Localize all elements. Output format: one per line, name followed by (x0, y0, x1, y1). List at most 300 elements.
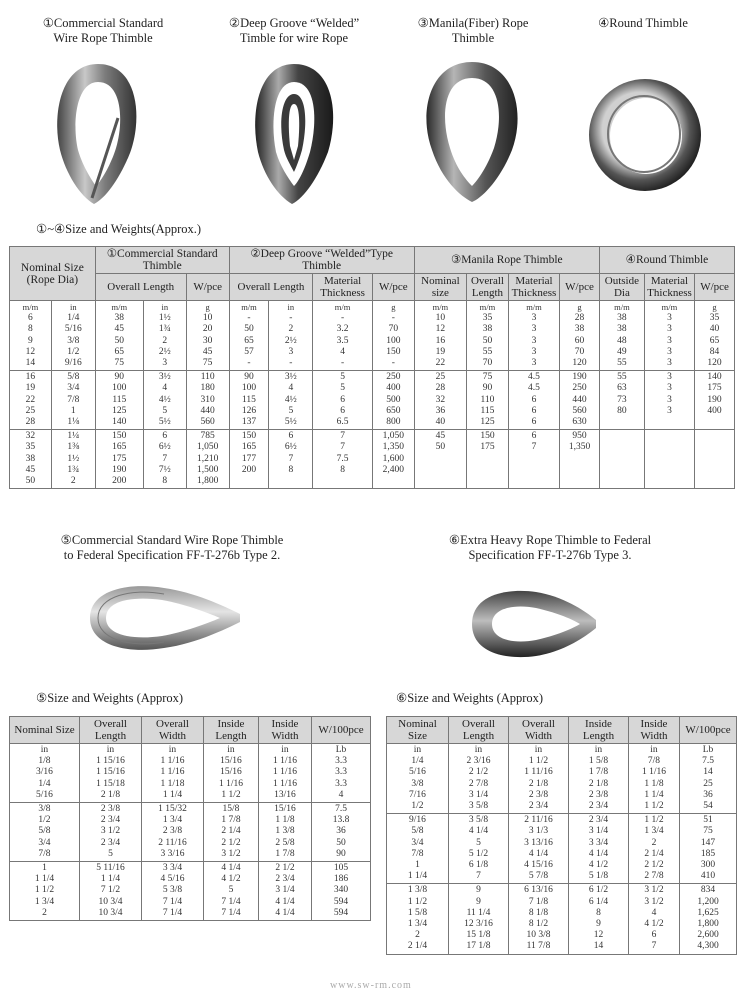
table1-cell-c1-w (186, 301, 229, 371)
table6-value: 2 7/8 (468, 778, 489, 789)
table1-cell-c3-size (414, 301, 466, 371)
table6-cell (509, 744, 569, 814)
deep-groove-thimble-image (248, 60, 340, 208)
table1-value: 177 (241, 453, 257, 464)
table5-value: 4 1/4 (275, 896, 295, 907)
table1-value: 6 (340, 394, 345, 405)
table5-cell (80, 744, 142, 803)
table1-value (646, 442, 693, 453)
table1-value: 10 (435, 313, 446, 324)
table6-value: 4 15/16 (524, 860, 553, 871)
table5-value: 2 (42, 907, 47, 918)
table1-value: 10 (202, 313, 213, 324)
table1-value: 7 (162, 453, 168, 464)
table6-value: 147 (700, 837, 716, 848)
table1-value: 560 (572, 405, 587, 416)
table1-value (696, 417, 733, 428)
table1-value: 4.5 (528, 383, 540, 394)
table1-value: 75 (482, 372, 493, 383)
table6-value: 51 (703, 815, 713, 826)
table1-value: 6 (531, 417, 537, 428)
table1-value (468, 476, 507, 487)
unit-label: m/m (334, 302, 351, 312)
table6-value: 7/16 (409, 789, 426, 800)
table1-value: 8 (340, 464, 345, 475)
table6-cell (387, 884, 449, 954)
table1-cell-c4-dia (599, 371, 644, 430)
table1-value: 180 (200, 383, 215, 394)
table1-value: 115 (480, 405, 495, 416)
table1-value: 310 (200, 394, 215, 405)
table1-value: 400 (386, 383, 401, 394)
table6-value: 5 1/8 (588, 871, 609, 882)
product-title-line: Timble for wire Rope (239, 31, 349, 45)
product-title-line: Thimble (451, 31, 495, 45)
table1-value: 84 (709, 346, 720, 357)
table1-value: 28 (574, 313, 585, 324)
table1-value: 5½ (284, 417, 297, 428)
table6-value: 2,600 (697, 930, 719, 941)
table5-value: 7 1/4 (162, 896, 183, 907)
unit-label: in (281, 745, 289, 755)
table1-value: 1⅜ (67, 442, 80, 453)
table6-value: 410 (700, 871, 716, 882)
table5-value: 3/4 (38, 837, 51, 848)
unit-label: g (205, 302, 210, 312)
unit-label: in (650, 745, 658, 755)
table6-value: 11 7/8 (526, 941, 551, 952)
table1-value (468, 454, 507, 465)
table1-value: 6 (531, 394, 537, 405)
table6-value: 8 1/8 (528, 907, 549, 918)
table6-cell (387, 744, 449, 814)
table1-row-group (10, 301, 735, 371)
table5-cell (10, 803, 80, 862)
table1-value: 45 (435, 431, 446, 442)
table1-value: 3 (162, 358, 168, 369)
g4-thickness-header: Material Thickness (644, 274, 694, 301)
table1-value: 7 (340, 431, 345, 442)
table1-value (510, 454, 558, 465)
table6-value: 3 1/3 (528, 826, 549, 837)
table1-cell-c2-th (313, 430, 373, 489)
product-title-line: ⑥Extra Heavy Rope Thimble to Federal (448, 533, 652, 547)
table1-value: 55 (617, 372, 627, 383)
round-thimble-image (586, 76, 704, 194)
table1-cell-mm (10, 430, 52, 489)
table6-value: 1 7/8 (588, 767, 609, 778)
table1-value: 45 (25, 464, 36, 475)
table5-cell (312, 744, 371, 803)
table5-value: 1 15/16 (96, 767, 125, 778)
table5-value: 3.3 (335, 756, 347, 767)
table5-value: 1 (42, 863, 47, 874)
table5-value: 13.8 (332, 815, 350, 826)
table6-value: 2 3/4 (588, 801, 609, 812)
table6-value: 9 (596, 919, 601, 930)
table5-value: 1/2 (38, 815, 51, 826)
table6-cell (629, 884, 680, 954)
unit-label: g (712, 302, 717, 312)
unit-label: in (594, 745, 603, 755)
table5-value: 2 3/4 (100, 837, 121, 848)
table5-value: 1 3/4 (34, 896, 55, 907)
table1-value: 2 (288, 324, 294, 335)
table1-cell-c3-w (560, 301, 600, 371)
table5-value: 1 1/4 (100, 874, 121, 885)
table1-value: 4½ (158, 394, 171, 405)
table5-value: 5/8 (38, 826, 51, 837)
table6-value: 300 (700, 860, 716, 871)
table6-value: 1 1/2 (644, 801, 664, 812)
g4-outside-dia-header: Outside Dia (599, 274, 644, 301)
table1-value: 165 (241, 442, 257, 453)
table6-value: 5/16 (409, 767, 426, 778)
product-title-line: Specification FF-T-276b Type 3. (468, 548, 632, 562)
table5-value: 1 7/8 (275, 848, 295, 859)
table5-value: 15/16 (220, 767, 242, 778)
table5-row-group (10, 862, 371, 921)
table1-value: 35 (482, 313, 493, 324)
table1-cell-c1-len-in (143, 301, 186, 371)
unit-label: in (287, 302, 295, 312)
table5-value: 1 15/18 (96, 778, 125, 789)
table1-value: 3 (531, 346, 537, 357)
table6-value: 1/4 (411, 756, 424, 767)
table5-cell (80, 862, 142, 921)
table1-value (416, 454, 465, 465)
table1-value: 65 (114, 346, 125, 357)
table1-value: 38 (482, 324, 493, 335)
table6-value: 3/4 (411, 837, 424, 848)
table6-value: 2 1/8 (528, 778, 549, 789)
table1-value: 28 (25, 417, 36, 428)
unit-label: in (168, 745, 177, 755)
table1-value: 70 (482, 358, 493, 369)
table6-value: 6 13/16 (524, 885, 553, 896)
table6-value: 1/2 (411, 801, 424, 812)
table1-value: 3.5 (336, 335, 349, 346)
table1-cell-c2-w (372, 301, 414, 371)
unit-label: m/m (479, 302, 496, 312)
table1-value: 165 (112, 442, 127, 453)
table6-value: 2 3/4 (588, 815, 609, 826)
table1-value: 1,800 (196, 476, 219, 487)
table1-cell-in (51, 371, 95, 430)
table1-value: 28 (435, 383, 446, 394)
table1-value: 5 (340, 372, 345, 383)
table1-cell-c3-len (467, 430, 509, 489)
table1-cell-c2-len-in (269, 301, 313, 371)
table1-value: 35 (25, 442, 36, 453)
table6-value: 4 1/2 (644, 919, 664, 930)
table1-value (374, 476, 413, 487)
table6-header-0: Nominal Size (387, 717, 449, 744)
table1-value: 3 (667, 383, 672, 394)
table1-cell-c3-size (414, 430, 466, 489)
table6-value: 4 1/2 (588, 860, 609, 871)
table5-cell (259, 744, 312, 803)
product-1-title (28, 16, 178, 46)
g1-overall-length-header: Overall Length (95, 274, 186, 301)
table1-value: 1¼ (67, 431, 80, 442)
table6-cell (569, 814, 629, 884)
table5-header-4: Inside Width (259, 717, 312, 744)
table1-value: 200 (112, 476, 127, 487)
table1-value: 55 (617, 358, 627, 369)
table1-caption: ①~④Size and Weights(Approx.) (36, 222, 202, 236)
table1-value: 100 (241, 383, 257, 394)
table1-value: 140 (707, 372, 722, 383)
unit-label: in (413, 745, 422, 755)
table1-cell-c4-w (695, 301, 735, 371)
table5-value: 4 (338, 789, 344, 800)
table1-value: 5½ (158, 417, 171, 428)
table6-value: 3 1/4 (468, 789, 489, 800)
table1-value: - (391, 358, 395, 369)
table1-value (601, 476, 643, 487)
table1-value: 3 (531, 335, 537, 346)
table6-value: 3/8 (411, 778, 424, 789)
table5-value: 2 1/8 (100, 789, 121, 800)
table5-value: 5 11/16 (96, 863, 125, 874)
table1-cell-c4-th (644, 301, 694, 371)
table1-cell-c1-len-in (143, 430, 186, 489)
table6-caption: ⑥Size and Weights (Approx) (396, 691, 544, 705)
table1-value: 1,210 (196, 453, 219, 464)
table1-cell-c2-len-in (269, 371, 313, 430)
table5-value: 7 1/4 (162, 907, 183, 918)
table1-value: 1½ (67, 453, 80, 464)
table1-value: 73 (617, 394, 627, 405)
table6-value: 1 1/2 (528, 756, 549, 767)
table1-value: 22 (25, 394, 36, 405)
table1-value: 190 (572, 372, 587, 383)
table1-value: 70 (388, 324, 399, 335)
table1-value (696, 476, 733, 487)
table6-header-2: Overall Width (509, 717, 569, 744)
table1-value: 5 (288, 405, 294, 416)
table5-value: 1 1/16 (272, 767, 297, 778)
table1-value: 32 (435, 394, 446, 405)
table5-value: 2 1/2 (275, 863, 295, 874)
table1-row-group (10, 371, 735, 430)
table1-value: 16 (435, 335, 446, 346)
table5-value: 2 3/8 (162, 826, 183, 837)
table1-cell-c1-len (95, 430, 143, 489)
table1-cell-c3-th (508, 430, 559, 489)
table1-value: 3 (667, 372, 672, 383)
table5-cell (312, 862, 371, 921)
table1-value (696, 431, 733, 442)
unit-label: in (40, 745, 49, 755)
size-weight-table-1-4 (9, 246, 735, 489)
table1-value: 3 (288, 346, 294, 357)
table1-value: 6½ (158, 442, 171, 453)
table1-value: 38 (25, 453, 36, 464)
table6-value: 834 (700, 885, 716, 896)
table1-value: 38 (574, 324, 585, 335)
table1-value: 120 (707, 358, 722, 369)
table1-value: 5/16 (64, 324, 82, 335)
table6-cell (680, 884, 737, 954)
table1-value: 63 (617, 383, 627, 394)
table6-value: 7 (476, 871, 481, 882)
ff-t-276b-type2-thimble-image (84, 578, 244, 658)
table5-value: 594 (333, 907, 349, 918)
g2-overall-length-header: Overall Length (229, 274, 313, 301)
table6-value: 2 (415, 930, 420, 941)
table5-value: 1 1/16 (272, 778, 297, 789)
table1-value: 12 (435, 324, 446, 335)
manila-thimble-image (418, 56, 526, 206)
table1-value: 70 (574, 346, 585, 357)
table5-value: 3 1/2 (100, 826, 121, 837)
table1-value: 6 (531, 431, 537, 442)
table1-value: 560 (200, 417, 215, 428)
table6-value: 8 (596, 907, 601, 918)
product-title-line: ③Manila(Fiber) Rope (417, 16, 529, 30)
table1-value: 3 (667, 394, 672, 405)
table1-value: 90 (114, 372, 125, 383)
table1-value: 6 (28, 313, 33, 324)
table6-value: 2 1/2 (468, 767, 489, 778)
table6-value: 3 1/2 (644, 896, 664, 907)
unit-label: m/m (22, 302, 39, 312)
table1-value: 126 (241, 405, 257, 416)
table1-value: 950 (572, 431, 587, 442)
table6-value: 9/16 (409, 815, 426, 826)
table1-value: 30 (202, 335, 213, 346)
table1-value: 440 (200, 405, 215, 416)
table1-value (510, 476, 558, 487)
table5-value: 15/16 (274, 804, 296, 815)
table1-value (601, 442, 643, 453)
table6-value: 2 1/4 (644, 848, 664, 859)
table1-value: 1½ (158, 313, 171, 324)
table1-cell-c3-len (467, 301, 509, 371)
table1-value: 1 (70, 405, 76, 416)
table5-cell (10, 862, 80, 921)
table1-value: 38 (617, 313, 627, 324)
table6-value: 1 3/4 (644, 826, 664, 837)
table1-value: 175 (480, 442, 495, 453)
table5-header-1: Overall Length (80, 717, 142, 744)
table1-value: 7½ (158, 464, 171, 475)
table6-value: 11 1/4 (466, 907, 491, 918)
ff-t-276b-type3-thimble-image (468, 584, 598, 664)
table1-value: 38 (617, 324, 627, 335)
table6-value: 2 (651, 837, 657, 848)
table1-value: - (341, 313, 345, 324)
table6-value: 4,300 (697, 941, 719, 952)
table6-value: 36 (703, 789, 713, 800)
table1-value: 6 (531, 405, 537, 416)
table6-value: 6 1/8 (468, 860, 489, 871)
table6-value: 7 1/8 (528, 896, 549, 907)
table1-cell-c2-th (313, 371, 373, 430)
table6-header-3: Inside Length (569, 717, 629, 744)
table5-value: 1 1/16 (160, 767, 185, 778)
table5-value: 340 (333, 885, 349, 896)
table1-value: 115 (242, 394, 256, 405)
table5-value: 1 1/16 (272, 756, 297, 767)
table1-value: 22 (435, 358, 446, 369)
table1-cell-c2-len (229, 430, 269, 489)
table1-cell-c3-w (560, 430, 600, 489)
table1-cell-c2-len-in (269, 430, 313, 489)
table1-value: 4 (162, 383, 168, 394)
table1-value: 110 (200, 372, 215, 383)
table5-value: 1 1/2 (221, 789, 241, 800)
unit-label: g (577, 302, 582, 312)
table1-cell-c4-dia (599, 430, 644, 489)
table1-value: 3½ (284, 372, 297, 383)
table1-value (510, 465, 558, 476)
table1-value: 140 (112, 417, 127, 428)
table6-value: 2 7/8 (644, 871, 664, 882)
table5-value: 7 1/2 (100, 885, 121, 896)
table6-value: 54 (703, 801, 713, 812)
table6-value: 14 (593, 941, 604, 952)
table1-value: 75 (114, 358, 125, 369)
table6-value: 2 1/2 (644, 860, 664, 871)
table1-row-group (10, 430, 735, 489)
table1-value: 110 (480, 394, 495, 405)
table1-value: 1/4 (67, 313, 80, 324)
table6-value: 2 1/4 (407, 941, 428, 952)
table1-cell-c2-w (372, 430, 414, 489)
table1-value: - (391, 313, 395, 324)
table1-value: 150 (386, 346, 401, 357)
table6-value: 3 1/4 (588, 826, 609, 837)
table6-value: 1 3/8 (407, 885, 428, 896)
table6-value: 2 3/16 (466, 756, 491, 767)
table1-value: 2½ (284, 335, 297, 346)
table6-value: 7 (651, 941, 657, 952)
table1-value: 45 (202, 346, 213, 357)
table6-cell (509, 884, 569, 954)
table5-value: 50 (336, 837, 346, 848)
table5-value: 4 1/4 (221, 863, 241, 874)
table1-value: 80 (617, 405, 627, 416)
product-title-line: ⑤Commercial Standard Wire Rope Thimble (60, 533, 284, 547)
table5-value: 1 1/18 (160, 778, 185, 789)
table6-value: 1 1/2 (407, 896, 428, 907)
table1-cell-c3-w (560, 371, 600, 430)
unit-label: m/m (111, 302, 128, 312)
table6-value: 1 5/8 (407, 907, 428, 918)
table6-value: 5 (476, 837, 481, 848)
table6-value: 4 1/4 (588, 848, 609, 859)
g2-thickness-header: Material Thickness (313, 274, 373, 301)
table5-value: 15/8 (222, 804, 240, 815)
product-5-title (32, 533, 312, 563)
table1-value (696, 465, 733, 476)
table5-cell (204, 744, 259, 803)
table5-value: 4 1/2 (221, 874, 241, 885)
table1-value: 7 (340, 442, 345, 453)
table5-row-group (10, 803, 371, 862)
table5-cell (142, 862, 204, 921)
group2-header: ②Deep Groove “Welded”Type Thimble (229, 247, 414, 274)
table5-value: 3/16 (36, 767, 53, 778)
table6-value: 10 3/8 (526, 930, 551, 941)
table1-value: 48 (617, 335, 627, 346)
table1-value: 785 (200, 431, 215, 442)
table5-value: 2 5/8 (275, 837, 295, 848)
table1-cell-c2-w (372, 371, 414, 430)
